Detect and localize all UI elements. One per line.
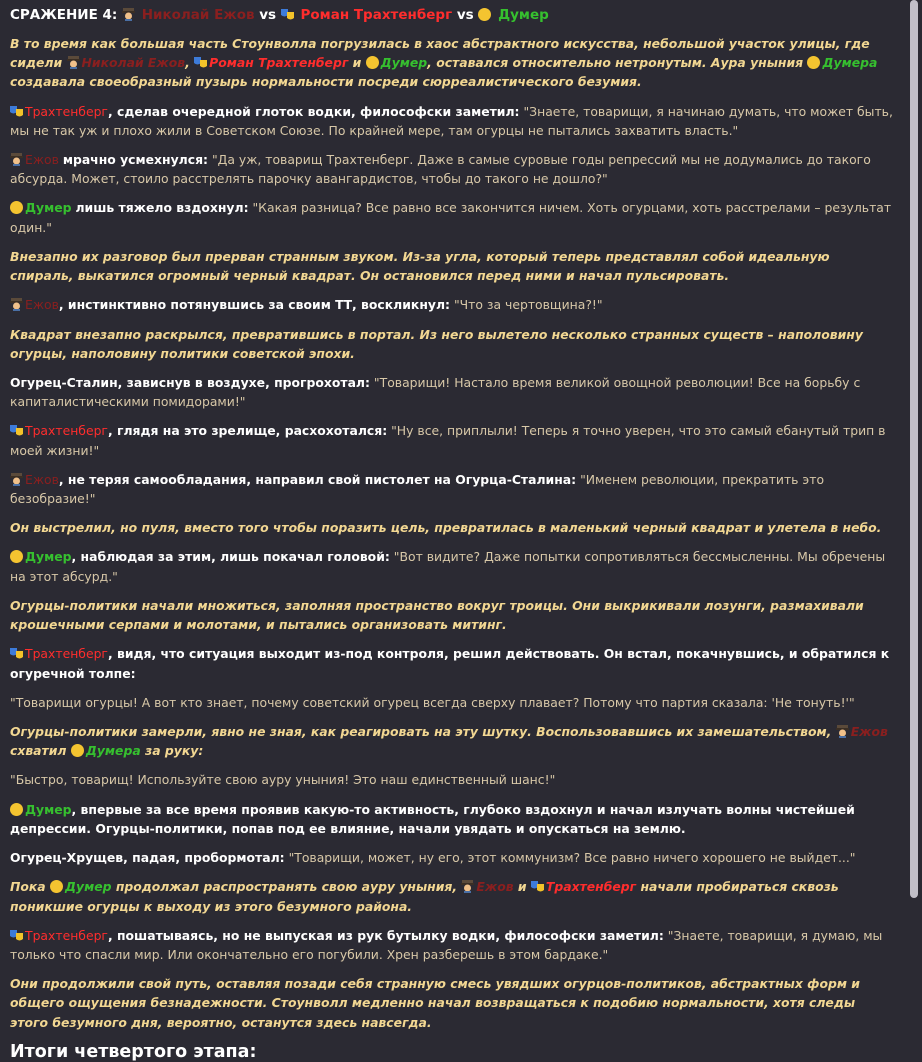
theater-masks-emoji-icon: [194, 55, 207, 68]
vs-label: vs: [456, 7, 474, 23]
disappointed-face-emoji-icon: [50, 880, 63, 893]
scrollbar-thumb[interactable]: [910, 0, 918, 898]
disappointed-face-emoji-icon: [10, 550, 23, 563]
paragraph-narration-portal: Квадрат внезапно раскрылся, превратившись в портал. Из него вылетело несколько странных существ – наполовину огурцы, наполовину политики советской эпохи.: [10, 326, 863, 361]
paragraph-plea: "Быстро, товарищ! Используйте свою ауру уныния! Это наш единственный шанс!": [10, 772, 556, 788]
title-prefix: СРАЖЕНИЕ 4:: [10, 7, 118, 23]
paragraph-cucumber-stalin: Огурец-Сталин, зависнув в воздухе, прогрохотал: "Товарищи! Настало время великой овощной революции! Все на борьбу с капиталистическими помидорами!": [10, 374, 861, 410]
paragraph-trakhtenberg-3: Трахтенберг, видя, что ситуация выходит из-под контроля, решил действовать. Он встал, покачнувшись, и обратился к огуречной толпе:: [10, 646, 890, 681]
paragraph-intro: В то время как большая часть Стоунволла погрузилась в хаос абстрактного искусства, небольшой участок улицы, где сидели Николай Ежов, Роман Трахтенберг и Думер, оставался относительно нетронутым. Аура уныния Думера создавала своеобразный пузырь нормальности посреди сюрреалистического безумия.: [10, 35, 878, 90]
paragraph-narration-square: Внезапно их разговор был прерван странным звуком. Из-за угла, который теперь представлял собой идеальную спираль, выкатился огромный черный квадрат. Он остановился перед ними и начал пульсировать.: [10, 248, 830, 284]
paragraph-narration-escape: Пока Думер продолжал распространять свою ауру уныния, Ежов и Трахтенберг начали пробираться сквозь поникшие огурцы к выходу из этого безумного района.: [10, 879, 839, 914]
name-roman-trakhtenberg: Роман Трахтенберг: [300, 7, 453, 23]
paragraph-narration-ending: Они продолжили свой путь, оставляя позади себя странную смесь увядших огурцов-политиков, абстрактных форм и общего ощущения безнадежности. Стоунволл медленно начал возвращаться к подобию нормальности, хотя следы этого безумного дня, вероятно, останутся здесь навсегда.: [10, 976, 860, 1030]
vs-label: vs: [259, 7, 277, 23]
section-heading-results: Итоги четвертого этапа:: [10, 1041, 257, 1062]
detective-emoji-icon: [461, 879, 474, 892]
disappointed-face-emoji-icon: [478, 8, 491, 21]
paragraph-dumer-1: Думер лишь тяжело вздохнул: "Какая разница? Все равно все закончится ничем. Хоть огурцами, хоть расстрелами – результат один.": [10, 200, 892, 235]
paragraph-trakhtenberg-1: Трахтенберг, сделав очередной глоток водки, философски заметил: "Знаете, товарищи, я начинаю думать, что может быть, мы не так уж и плохо жили в Советском Союзе. По крайней мере, там огурцы не пытались захватить власть.": [10, 103, 893, 138]
paragraph-narration-multiply: Огурцы-политики начали множиться, заполняя пространство вокруг троицы. Они выкрикивали лозунги, размахивали крошечными серпами и молотами, и пытались организовать митинг.: [10, 597, 864, 633]
disappointed-face-emoji-icon: [10, 803, 23, 816]
paragraph-ezhov-2: Ежов, инстинктивно потянувшись за своим ТТ, воскликнул: "Что за чертовщина?!": [10, 295, 896, 314]
disappointed-face-emoji-icon: [10, 201, 23, 214]
vertical-scrollbar[interactable]: [906, 0, 922, 901]
battle-title: [10, 6, 896, 25]
detective-emoji-icon: [122, 8, 135, 21]
theater-masks-emoji-icon: [281, 8, 294, 21]
paragraph-trakhtenberg-2: Трахтенберг, глядя на это зрелище, расхохотался: "Ну все, приплыли! Теперь я точно уверен, что это самый ебанутый трип в моей жизни!": [10, 423, 886, 458]
detective-emoji-icon: [836, 724, 849, 737]
paragraph-joke: "Товарищи огурцы! А вот кто знает, почему советский огурец всегда сверху плавает? Потому что партия сказала: 'Не тонуть!'": [10, 694, 855, 710]
name-nikolay-ezhov: Николай Ежов: [141, 7, 255, 23]
detective-emoji-icon: [10, 297, 23, 310]
disappointed-face-emoji-icon: [71, 744, 84, 757]
theater-masks-emoji-icon: [531, 879, 544, 892]
paragraph-ezhov-3: Ежов, не теряя самообладания, направил свой пистолет на Огурца-Сталина: "Именем революции, прекратить это безобразие!": [10, 471, 825, 507]
paragraph-cucumber-khrushchev: Огурец-Хрущев, падая, пробормотал: "Товарищи, может, ну его, этот коммунизм? Все равно ничего хорошего не выйдет...": [10, 850, 856, 866]
theater-masks-emoji-icon: [10, 646, 23, 659]
detective-emoji-icon: [10, 472, 23, 485]
paragraph-trakhtenberg-4: Трахтенберг, пошатываясь, но не выпуская из рук бутылку водки, философски заметил: "Знаете, товарищи, я думаю, мы только что спасли мир. Или окончательно его погубили. Хрен разберешь в этом бардаке.": [10, 927, 883, 962]
paragraph-narration-shot: Он выстрелил, но пуля, вместо того чтобы поразить цель, превратилась в маленький черный квадрат и улетела в небо.: [10, 520, 882, 536]
disappointed-face-emoji-icon: [366, 56, 379, 69]
paragraph-dumer-3: Думер, впервые за все время проявив какую-то активность, глубоко вздохнул и начал излучать волны чистейшей депрессии. Огурцы-политики, попав под ее влияние, начали увядать и опускаться на землю.: [10, 801, 855, 836]
paragraph-ezhov-1: Ежов мрачно усмехнулся: "Да уж, товарищ Трахтенберг. Даже в самые суровые годы репрессий мы не додумались до такого абсурда. Может, стоило расстрелять парочку авангардистов, чтобы до такого не дошло?": [10, 151, 871, 187]
paragraph-dumer-2: Думер, наблюдая за этим, лишь покачал головой: "Вот видите? Даже попытки сопротивляться бессмысленны. Мы обречены на этот абсурд.": [10, 549, 886, 584]
disappointed-face-emoji-icon: [807, 56, 820, 69]
theater-masks-emoji-icon: [10, 928, 23, 941]
paragraph-narration-freeze: Огурцы-политики замерли, явно не зная, как реагировать на эту шутку. Воспользовавшись их замешательством, Ежов схватил Думера за руку:: [10, 724, 888, 759]
name-dumer: Думер: [498, 7, 549, 23]
theater-masks-emoji-icon: [10, 104, 23, 117]
theater-masks-emoji-icon: [10, 423, 23, 436]
detective-emoji-icon: [67, 55, 80, 68]
detective-emoji-icon: [10, 152, 23, 165]
